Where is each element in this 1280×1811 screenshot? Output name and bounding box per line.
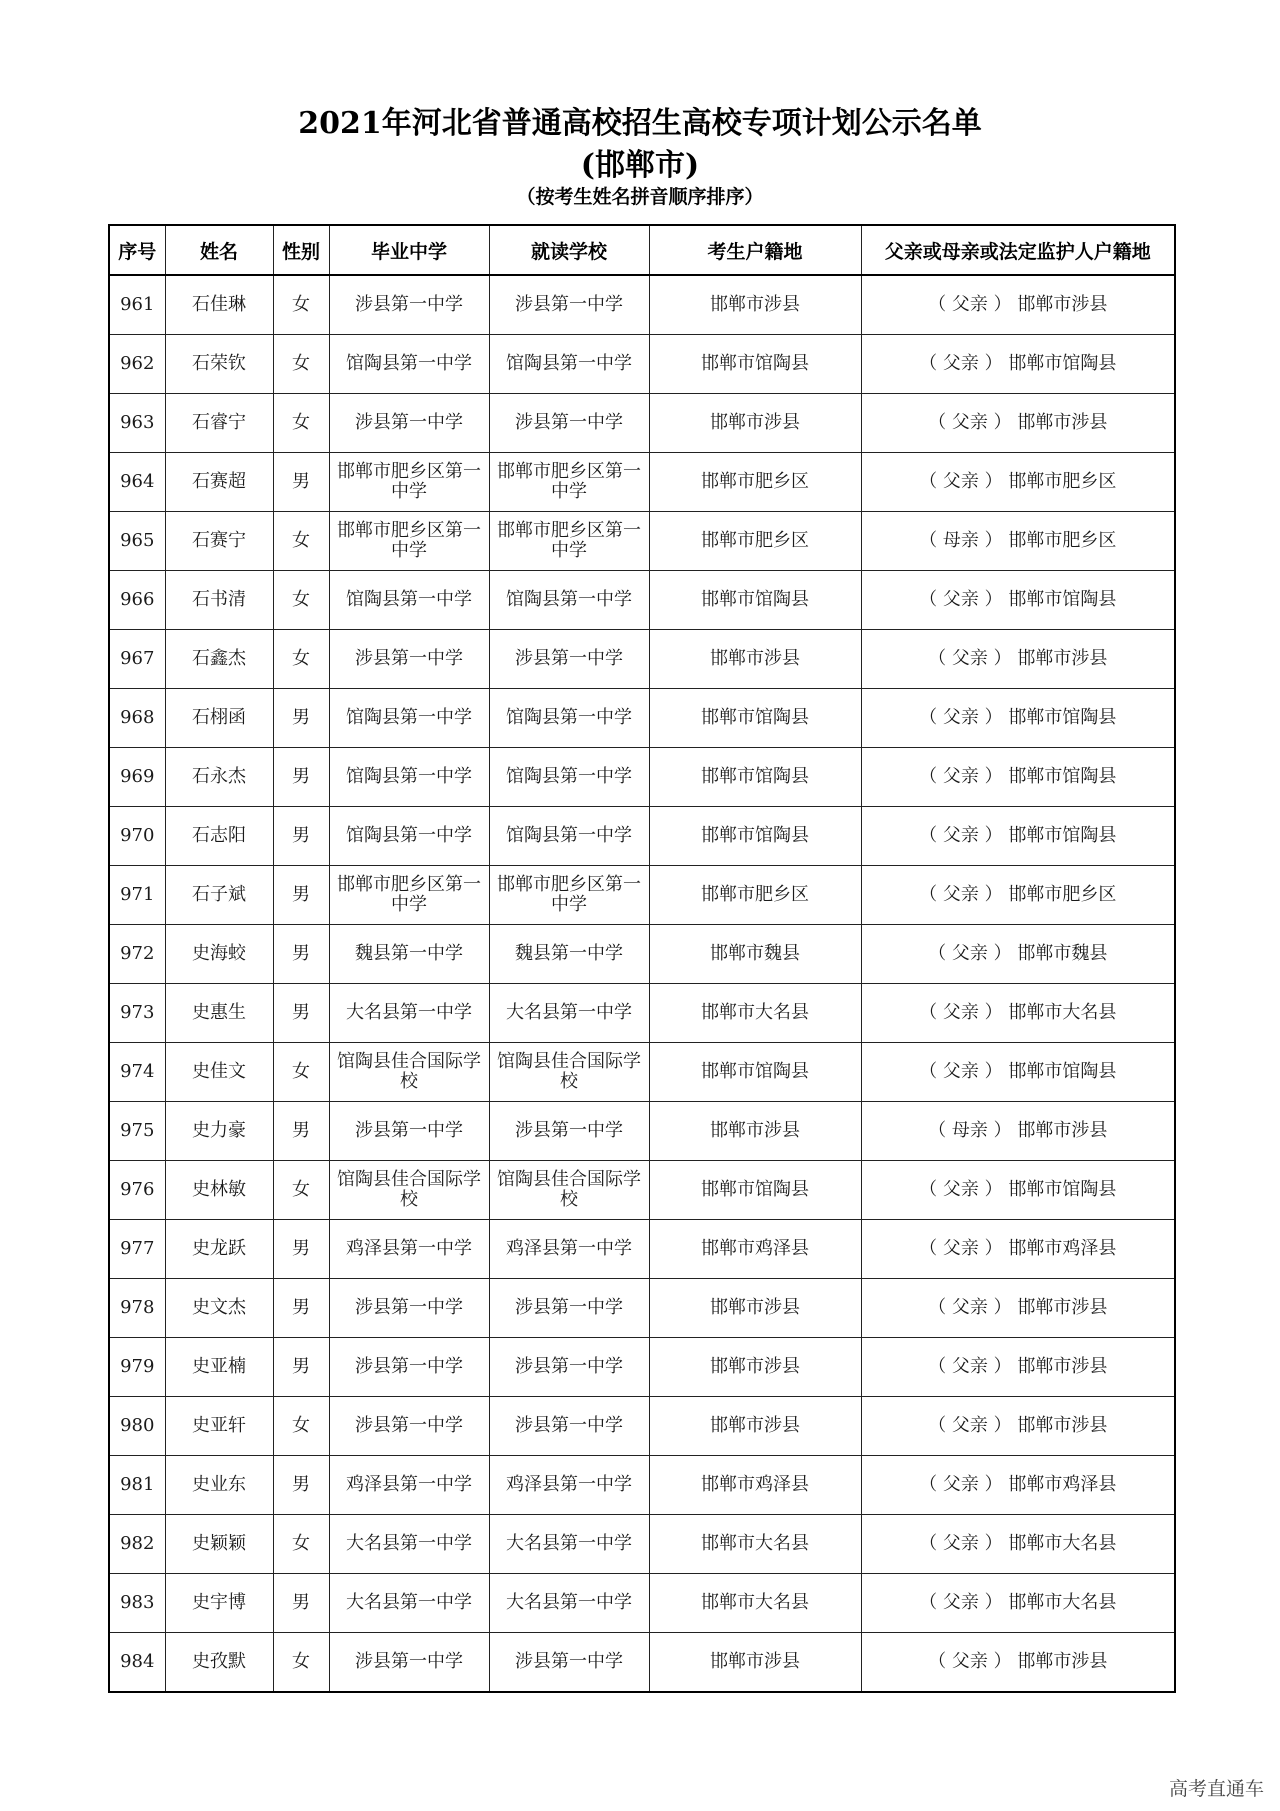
table-row: [109, 630, 1175, 689]
cell-guardian-registration: （ 父亲 ） 邯郸市涉县: [861, 275, 1175, 335]
cell-current-school: 大名县第一中学: [489, 984, 649, 1043]
watermark-text: 高考直通车: [1168, 1778, 1264, 1800]
cell-graduation-school: 邯郸市肥乡区第一中学: [329, 453, 489, 512]
cell-household-registration: 邯郸市涉县: [649, 1102, 861, 1161]
cell-graduation-school: 涉县第一中学: [329, 275, 489, 335]
cell-current-school: 涉县第一中学: [489, 1633, 649, 1693]
cell-gender: 女: [273, 1043, 329, 1102]
cell-household-registration: 邯郸市大名县: [649, 1515, 861, 1574]
cell-current-school: 涉县第一中学: [489, 1397, 649, 1456]
cell-name: 史亚楠: [165, 1338, 273, 1397]
cell-name: 石书清: [165, 571, 273, 630]
cell-current-school: 涉县第一中学: [489, 394, 649, 453]
cell-name: 史宇博: [165, 1574, 273, 1633]
cell-graduation-school: 馆陶县佳合国际学校: [329, 1161, 489, 1220]
cell-current-school: 馆陶县第一中学: [489, 689, 649, 748]
cell-guardian-registration: （ 父亲 ） 邯郸市肥乡区: [861, 453, 1175, 512]
table-row: [109, 1043, 1175, 1102]
table-row: [109, 1456, 1175, 1515]
header-gender: 性别: [273, 225, 329, 275]
cell-name: 石荣钦: [165, 335, 273, 394]
cell-graduation-school: 涉县第一中学: [329, 630, 489, 689]
cell-name: 石赛超: [165, 453, 273, 512]
cell-gender: 女: [273, 1161, 329, 1220]
cell-name: 史业东: [165, 1456, 273, 1515]
cell-graduation-school: 馆陶县第一中学: [329, 571, 489, 630]
cell-gender: 男: [273, 689, 329, 748]
table-row: [109, 1574, 1175, 1633]
cell-household-registration: 邯郸市馆陶县: [649, 571, 861, 630]
cell-graduation-school: 鸡泽县第一中学: [329, 1220, 489, 1279]
cell-guardian-registration: （ 父亲 ） 邯郸市馆陶县: [861, 1161, 1175, 1220]
cell-index: 962: [109, 335, 165, 394]
table-row: [109, 1633, 1175, 1693]
cell-current-school: 魏县第一中学: [489, 925, 649, 984]
cell-household-registration: 邯郸市涉县: [649, 394, 861, 453]
cell-current-school: 馆陶县第一中学: [489, 807, 649, 866]
cell-graduation-school: 邯郸市肥乡区第一中学: [329, 512, 489, 571]
table-row: [109, 1397, 1175, 1456]
cell-guardian-registration: （ 母亲 ） 邯郸市肥乡区: [861, 512, 1175, 571]
table-header-row: [109, 225, 1175, 275]
table-row: [109, 866, 1175, 925]
cell-index: 964: [109, 453, 165, 512]
table-row: [109, 984, 1175, 1043]
cell-household-registration: 邯郸市馆陶县: [649, 689, 861, 748]
cell-index: 983: [109, 1574, 165, 1633]
header-graduation-school: 毕业中学: [329, 225, 489, 275]
cell-household-registration: 邯郸市涉县: [649, 630, 861, 689]
cell-name: 石永杰: [165, 748, 273, 807]
cell-name: 史海蛟: [165, 925, 273, 984]
cell-gender: 男: [273, 807, 329, 866]
cell-graduation-school: 邯郸市肥乡区第一中学: [329, 866, 489, 925]
cell-current-school: 馆陶县第一中学: [489, 335, 649, 394]
document-sort-note: （按考生姓名拼音顺序排序）: [516, 186, 764, 208]
table-row: [109, 1338, 1175, 1397]
header-current-school: 就读学校: [489, 225, 649, 275]
table-row: [109, 807, 1175, 866]
header-household-registration: 考生户籍地: [649, 225, 861, 275]
cell-graduation-school: 鸡泽县第一中学: [329, 1456, 489, 1515]
cell-current-school: 馆陶县第一中学: [489, 571, 649, 630]
cell-name: 史林敏: [165, 1161, 273, 1220]
cell-index: 978: [109, 1279, 165, 1338]
cell-guardian-registration: （ 父亲 ） 邯郸市肥乡区: [861, 866, 1175, 925]
cell-gender: 男: [273, 1279, 329, 1338]
cell-name: 石鑫杰: [165, 630, 273, 689]
cell-household-registration: 邯郸市肥乡区: [649, 453, 861, 512]
cell-current-school: 邯郸市肥乡区第一中学: [489, 453, 649, 512]
cell-guardian-registration: （ 父亲 ） 邯郸市馆陶县: [861, 807, 1175, 866]
cell-name: 史孜默: [165, 1633, 273, 1693]
cell-graduation-school: 涉县第一中学: [329, 394, 489, 453]
cell-index: 974: [109, 1043, 165, 1102]
cell-index: 975: [109, 1102, 165, 1161]
cell-index: 969: [109, 748, 165, 807]
table-row: [109, 925, 1175, 984]
cell-index: 976: [109, 1161, 165, 1220]
table-row: [109, 335, 1175, 394]
table-row: [109, 275, 1175, 335]
cell-index: 984: [109, 1633, 165, 1693]
cell-index: 973: [109, 984, 165, 1043]
cell-index: 981: [109, 1456, 165, 1515]
cell-current-school: 馆陶县第一中学: [489, 748, 649, 807]
cell-household-registration: 邯郸市涉县: [649, 1279, 861, 1338]
cell-index: 961: [109, 275, 165, 335]
cell-guardian-registration: （ 父亲 ） 邯郸市鸡泽县: [861, 1456, 1175, 1515]
cell-name: 史佳文: [165, 1043, 273, 1102]
cell-name: 石栩函: [165, 689, 273, 748]
table-row: [109, 1220, 1175, 1279]
cell-guardian-registration: （ 父亲 ） 邯郸市大名县: [861, 984, 1175, 1043]
cell-index: 965: [109, 512, 165, 571]
cell-gender: 男: [273, 984, 329, 1043]
cell-name: 石佳琳: [165, 275, 273, 335]
cell-index: 977: [109, 1220, 165, 1279]
cell-name: 石志阳: [165, 807, 273, 866]
table-row: [109, 689, 1175, 748]
cell-guardian-registration: （ 父亲 ） 邯郸市馆陶县: [861, 689, 1175, 748]
cell-graduation-school: 涉县第一中学: [329, 1102, 489, 1161]
cell-gender: 女: [273, 512, 329, 571]
cell-guardian-registration: （ 父亲 ） 邯郸市涉县: [861, 630, 1175, 689]
table-row: [109, 512, 1175, 571]
cell-graduation-school: 魏县第一中学: [329, 925, 489, 984]
cell-household-registration: 邯郸市鸡泽县: [649, 1220, 861, 1279]
cell-name: 石睿宁: [165, 394, 273, 453]
cell-current-school: 邯郸市肥乡区第一中学: [489, 866, 649, 925]
cell-graduation-school: 大名县第一中学: [329, 984, 489, 1043]
cell-household-registration: 邯郸市馆陶县: [649, 1043, 861, 1102]
cell-name: 史力豪: [165, 1102, 273, 1161]
cell-name: 史龙跃: [165, 1220, 273, 1279]
cell-household-registration: 邯郸市馆陶县: [649, 807, 861, 866]
header-index: 序号: [109, 225, 165, 275]
cell-guardian-registration: （ 父亲 ） 邯郸市馆陶县: [861, 748, 1175, 807]
cell-index: 968: [109, 689, 165, 748]
cell-gender: 男: [273, 1338, 329, 1397]
cell-current-school: 馆陶县佳合国际学校: [489, 1161, 649, 1220]
cell-graduation-school: 大名县第一中学: [329, 1515, 489, 1574]
cell-gender: 男: [273, 1102, 329, 1161]
cell-gender: 男: [273, 1574, 329, 1633]
cell-current-school: 涉县第一中学: [489, 1102, 649, 1161]
cell-index: 963: [109, 394, 165, 453]
cell-household-registration: 邯郸市魏县: [649, 925, 861, 984]
cell-guardian-registration: （ 母亲 ） 邯郸市涉县: [861, 1102, 1175, 1161]
cell-guardian-registration: （ 父亲 ） 邯郸市涉县: [861, 1397, 1175, 1456]
cell-gender: 男: [273, 866, 329, 925]
cell-gender: 男: [273, 453, 329, 512]
table-row: [109, 1515, 1175, 1574]
roster-table: [108, 224, 1176, 1693]
cell-guardian-registration: （ 父亲 ） 邯郸市涉县: [861, 1633, 1175, 1693]
cell-graduation-school: 涉县第一中学: [329, 1279, 489, 1338]
cell-name: 史文杰: [165, 1279, 273, 1338]
cell-gender: 女: [273, 335, 329, 394]
table-row: [109, 1279, 1175, 1338]
cell-name: 石子斌: [165, 866, 273, 925]
cell-index: 982: [109, 1515, 165, 1574]
cell-graduation-school: 馆陶县佳合国际学校: [329, 1043, 489, 1102]
cell-household-registration: 邯郸市馆陶县: [649, 1161, 861, 1220]
cell-index: 972: [109, 925, 165, 984]
cell-current-school: 涉县第一中学: [489, 1279, 649, 1338]
cell-guardian-registration: （ 父亲 ） 邯郸市涉县: [861, 1279, 1175, 1338]
cell-graduation-school: 涉县第一中学: [329, 1397, 489, 1456]
cell-gender: 男: [273, 748, 329, 807]
cell-gender: 女: [273, 630, 329, 689]
cell-gender: 女: [273, 394, 329, 453]
document-title: 2021年河北省普通高校招生高校专项计划公示名单: [298, 106, 982, 141]
cell-gender: 男: [273, 1220, 329, 1279]
cell-guardian-registration: （ 父亲 ） 邯郸市魏县: [861, 925, 1175, 984]
cell-name: 史亚轩: [165, 1397, 273, 1456]
cell-current-school: 邯郸市肥乡区第一中学: [489, 512, 649, 571]
cell-current-school: 大名县第一中学: [489, 1574, 649, 1633]
cell-index: 979: [109, 1338, 165, 1397]
table-body: [109, 275, 1175, 1692]
cell-current-school: 鸡泽县第一中学: [489, 1456, 649, 1515]
cell-guardian-registration: （ 父亲 ） 邯郸市馆陶县: [861, 571, 1175, 630]
cell-graduation-school: 大名县第一中学: [329, 1574, 489, 1633]
cell-gender: 女: [273, 1397, 329, 1456]
table-row: [109, 571, 1175, 630]
cell-graduation-school: 馆陶县第一中学: [329, 689, 489, 748]
cell-name: 史惠生: [165, 984, 273, 1043]
cell-graduation-school: 馆陶县第一中学: [329, 335, 489, 394]
cell-guardian-registration: （ 父亲 ） 邯郸市涉县: [861, 1338, 1175, 1397]
cell-current-school: 涉县第一中学: [489, 1338, 649, 1397]
cell-guardian-registration: （ 父亲 ） 邯郸市鸡泽县: [861, 1220, 1175, 1279]
cell-current-school: 大名县第一中学: [489, 1515, 649, 1574]
cell-household-registration: 邯郸市馆陶县: [649, 335, 861, 394]
cell-graduation-school: 涉县第一中学: [329, 1338, 489, 1397]
cell-household-registration: 邯郸市大名县: [649, 1574, 861, 1633]
cell-household-registration: 邯郸市涉县: [649, 1633, 861, 1693]
cell-guardian-registration: （ 父亲 ） 邯郸市馆陶县: [861, 1043, 1175, 1102]
document-subtitle-city: (邯郸市): [580, 148, 700, 183]
cell-gender: 男: [273, 925, 329, 984]
table-row: [109, 1161, 1175, 1220]
cell-gender: 女: [273, 1633, 329, 1693]
cell-index: 980: [109, 1397, 165, 1456]
table-row: [109, 1102, 1175, 1161]
cell-gender: 男: [273, 1456, 329, 1515]
cell-household-registration: 邯郸市大名县: [649, 984, 861, 1043]
cell-name: 石赛宁: [165, 512, 273, 571]
cell-household-registration: 邯郸市涉县: [649, 1397, 861, 1456]
cell-gender: 女: [273, 571, 329, 630]
table-row: [109, 394, 1175, 453]
cell-guardian-registration: （ 父亲 ） 邯郸市馆陶县: [861, 335, 1175, 394]
cell-household-registration: 邯郸市涉县: [649, 1338, 861, 1397]
cell-current-school: 涉县第一中学: [489, 275, 649, 335]
table-row: [109, 453, 1175, 512]
cell-gender: 女: [273, 1515, 329, 1574]
cell-index: 970: [109, 807, 165, 866]
cell-current-school: 涉县第一中学: [489, 630, 649, 689]
cell-current-school: 馆陶县佳合国际学校: [489, 1043, 649, 1102]
cell-name: 史颖颖: [165, 1515, 273, 1574]
cell-graduation-school: 涉县第一中学: [329, 1633, 489, 1693]
cell-graduation-school: 馆陶县第一中学: [329, 748, 489, 807]
cell-household-registration: 邯郸市馆陶县: [649, 748, 861, 807]
cell-household-registration: 邯郸市肥乡区: [649, 866, 861, 925]
header-name: 姓名: [165, 225, 273, 275]
cell-household-registration: 邯郸市鸡泽县: [649, 1456, 861, 1515]
cell-guardian-registration: （ 父亲 ） 邯郸市大名县: [861, 1574, 1175, 1633]
cell-index: 966: [109, 571, 165, 630]
table-row: [109, 748, 1175, 807]
cell-graduation-school: 馆陶县第一中学: [329, 807, 489, 866]
cell-guardian-registration: （ 父亲 ） 邯郸市涉县: [861, 394, 1175, 453]
cell-gender: 女: [273, 275, 329, 335]
header-guardian-registration: 父亲或母亲或法定监护人户籍地: [861, 225, 1175, 275]
cell-household-registration: 邯郸市肥乡区: [649, 512, 861, 571]
cell-index: 967: [109, 630, 165, 689]
cell-current-school: 鸡泽县第一中学: [489, 1220, 649, 1279]
cell-household-registration: 邯郸市涉县: [649, 275, 861, 335]
cell-index: 971: [109, 866, 165, 925]
cell-guardian-registration: （ 父亲 ） 邯郸市大名县: [861, 1515, 1175, 1574]
